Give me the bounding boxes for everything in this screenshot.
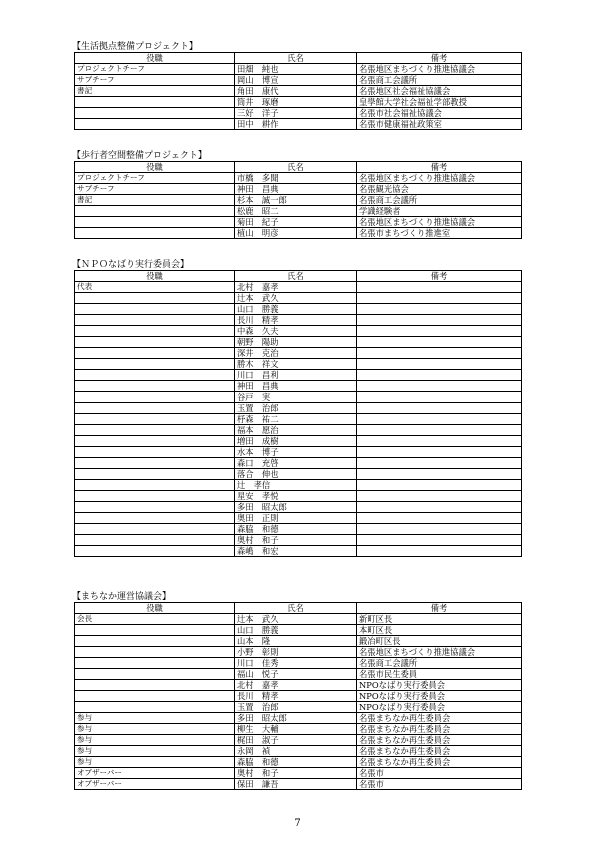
cell-name: 柳生 大輔 — [235, 724, 357, 735]
cell-name: 辻 孝信 — [235, 480, 357, 491]
cell-note: 皇學館大学社会福祉学部教授 — [357, 97, 522, 108]
table-row — [75, 447, 522, 458]
cell-role — [75, 535, 235, 546]
cell-note: 名張まちなか再生委員会 — [357, 757, 522, 768]
column-header-role: 役職 — [75, 53, 235, 64]
table-row — [75, 381, 522, 392]
cell-role — [75, 647, 235, 658]
cell-name: 森脇 和德 — [235, 524, 357, 535]
section-title: 【歩行者空間整備プロジェクト】 — [72, 151, 207, 161]
cell-name: 玉置 治郎 — [235, 403, 357, 414]
cell-role: 書記 — [75, 86, 235, 97]
table-row — [75, 282, 522, 293]
cell-role — [75, 546, 235, 557]
cell-role — [75, 304, 235, 315]
cell-note — [357, 326, 522, 337]
cell-name: 福本 愿治 — [235, 425, 357, 436]
cell-role: オブザーバー — [75, 768, 235, 779]
cell-note: 名張商工会議所 — [357, 658, 522, 669]
cell-note — [357, 293, 522, 304]
cell-role: 会長 — [75, 614, 235, 625]
cell-name: 奥村 和子 — [235, 768, 357, 779]
table-row — [75, 337, 522, 348]
cell-name: 多田 昭太郎 — [235, 713, 357, 724]
table-row — [75, 403, 522, 414]
cell-name: 松鹿 昭二 — [235, 206, 357, 217]
column-header-role: 役職 — [75, 271, 235, 282]
table-row — [75, 535, 522, 546]
table-header-row — [75, 603, 522, 614]
table-body — [75, 271, 522, 557]
cell-role: 参与 — [75, 724, 235, 735]
cell-name: 朝野 陽助 — [235, 337, 357, 348]
cell-note — [357, 425, 522, 436]
cell-note — [357, 535, 522, 546]
cell-role — [75, 348, 235, 359]
cell-role — [75, 669, 235, 680]
table-row — [75, 702, 522, 713]
cell-role — [75, 658, 235, 669]
cell-name: 森脇 和德 — [235, 757, 357, 768]
cell-name: 梶田 淑子 — [235, 735, 357, 746]
cell-role: サブチーフ — [75, 184, 235, 195]
cell-note: 名張地区まちづくり推進協議会 — [357, 217, 522, 228]
cell-role: 参与 — [75, 757, 235, 768]
cell-note — [357, 348, 522, 359]
table-row — [75, 625, 522, 636]
cell-name: 筒井 琢磨 — [235, 97, 357, 108]
cell-role: サブチーフ — [75, 75, 235, 86]
cell-note — [357, 436, 522, 447]
cell-name: 川口 佳秀 — [235, 658, 357, 669]
table-row — [75, 669, 522, 680]
table-body — [75, 603, 522, 790]
table-row — [75, 469, 522, 480]
cell-note: NPOなばり実行委員会 — [357, 680, 522, 691]
column-header-name: 氏名 — [235, 53, 357, 64]
roster-table — [74, 161, 522, 239]
cell-role — [75, 337, 235, 348]
cell-role — [75, 228, 235, 239]
table-row — [75, 119, 522, 130]
cell-name: 落合 伸也 — [235, 469, 357, 480]
cell-role — [75, 436, 235, 447]
cell-note: 名張地区まちづくり推進協議会 — [357, 647, 522, 658]
table-row — [75, 491, 522, 502]
cell-role — [75, 636, 235, 647]
table-row — [75, 75, 522, 86]
column-header-name: 氏名 — [235, 271, 357, 282]
cell-note: 名張地区まちづくり推進協議会 — [357, 173, 522, 184]
cell-note — [357, 502, 522, 513]
cell-role — [75, 625, 235, 636]
cell-note — [357, 381, 522, 392]
cell-name: 保田 謙吾 — [235, 779, 357, 790]
table-row — [75, 746, 522, 757]
cell-role — [75, 381, 235, 392]
cell-name: 深井 克治 — [235, 348, 357, 359]
table-row — [75, 713, 522, 724]
cell-role — [75, 480, 235, 491]
cell-name: 勝木 祥文 — [235, 359, 357, 370]
cell-note: 名張市 — [357, 768, 522, 779]
cell-name: 辻本 武久 — [235, 293, 357, 304]
cell-name: 永岡 禎 — [235, 746, 357, 757]
cell-name: 岡山 博宣 — [235, 75, 357, 86]
cell-note — [357, 546, 522, 557]
cell-note: 名張観光協会 — [357, 184, 522, 195]
cell-role: 代表 — [75, 282, 235, 293]
table-row — [75, 184, 522, 195]
cell-note: 名張地区社会福祉協議会 — [357, 86, 522, 97]
cell-note — [357, 491, 522, 502]
column-header-note: 備考 — [357, 271, 522, 282]
cell-note: NPOなばり実行委員会 — [357, 691, 522, 702]
column-header-name: 氏名 — [235, 162, 357, 173]
cell-name: 水本 博子 — [235, 447, 357, 458]
cell-role — [75, 97, 235, 108]
cell-name: 神田 昌典 — [235, 184, 357, 195]
cell-note: 名張市健康福祉政策室 — [357, 119, 522, 130]
cell-name: 長川 精孝 — [235, 315, 357, 326]
cell-name: 山本 隆 — [235, 636, 357, 647]
table-header-row — [75, 271, 522, 282]
table-row — [75, 658, 522, 669]
cell-name: 田畑 純也 — [235, 64, 357, 75]
table-row — [75, 502, 522, 513]
table-header-row — [75, 53, 522, 64]
cell-note: NPOなばり実行委員会 — [357, 702, 522, 713]
table-row — [75, 304, 522, 315]
cell-role: 参与 — [75, 735, 235, 746]
cell-name: 植山 明彦 — [235, 228, 357, 239]
cell-role — [75, 315, 235, 326]
page-number: 7 — [294, 818, 301, 829]
cell-name: 辻本 武久 — [235, 614, 357, 625]
cell-name: 星安 孝悦 — [235, 491, 357, 502]
cell-role — [75, 414, 235, 425]
cell-role — [75, 502, 235, 513]
cell-name: 山口 勝義 — [235, 625, 357, 636]
table-row — [75, 735, 522, 746]
cell-note: 名張市 — [357, 779, 522, 790]
cell-note: 名張まちなか再生委員会 — [357, 746, 522, 757]
cell-note: 新町区長 — [357, 614, 522, 625]
table-row — [75, 480, 522, 491]
cell-name: 角田 康代 — [235, 86, 357, 97]
cell-role — [75, 108, 235, 119]
cell-role — [75, 691, 235, 702]
cell-note — [357, 524, 522, 535]
table-row — [75, 768, 522, 779]
cell-role — [75, 680, 235, 691]
cell-role — [75, 119, 235, 130]
cell-note — [357, 480, 522, 491]
table-row — [75, 108, 522, 119]
cell-note: 名張市社会福祉協議会 — [357, 108, 522, 119]
cell-name: 森口 充啓 — [235, 458, 357, 469]
table-row — [75, 458, 522, 469]
cell-name: 多田 昭太郎 — [235, 502, 357, 513]
cell-role — [75, 702, 235, 713]
cell-role — [75, 458, 235, 469]
section-title: 【まちなか運営協議会】 — [72, 592, 172, 602]
column-header-note: 備考 — [357, 162, 522, 173]
table-row — [75, 546, 522, 557]
cell-role — [75, 359, 235, 370]
cell-note — [357, 469, 522, 480]
cell-role — [75, 293, 235, 304]
cell-name: 市橋 多聞 — [235, 173, 357, 184]
table-row — [75, 326, 522, 337]
cell-role: プロジェクトチーフ — [75, 173, 235, 184]
cell-note — [357, 392, 522, 403]
cell-name: 三好 洋子 — [235, 108, 357, 119]
cell-note — [357, 315, 522, 326]
cell-note: 名張まちなか再生委員会 — [357, 724, 522, 735]
cell-name: 山口 勝義 — [235, 304, 357, 315]
table-row — [75, 425, 522, 436]
cell-name: 長川 精孝 — [235, 691, 357, 702]
table-row — [75, 173, 522, 184]
table-row — [75, 524, 522, 535]
cell-note: 名張商工会議所 — [357, 75, 522, 86]
cell-role — [75, 425, 235, 436]
cell-name: 奥田 正則 — [235, 513, 357, 524]
cell-role — [75, 403, 235, 414]
table-row — [75, 691, 522, 702]
cell-note: 名張まちなか再生委員会 — [357, 735, 522, 746]
cell-note: 本町区長 — [357, 625, 522, 636]
cell-role — [75, 217, 235, 228]
cell-role — [75, 326, 235, 337]
column-header-role: 役職 — [75, 162, 235, 173]
cell-role: 参与 — [75, 746, 235, 757]
cell-note — [357, 359, 522, 370]
column-header-note: 備考 — [357, 53, 522, 64]
table-row — [75, 348, 522, 359]
cell-name: 菊田 紀子 — [235, 217, 357, 228]
table-body — [75, 162, 522, 239]
section-title: 【生活拠点整備プロジェクト】 — [72, 42, 198, 52]
roster-table — [74, 602, 522, 790]
table-row — [75, 86, 522, 97]
cell-note — [357, 458, 522, 469]
cell-note — [357, 447, 522, 458]
cell-name: 奥村 和子 — [235, 535, 357, 546]
table-row — [75, 757, 522, 768]
column-header-note: 備考 — [357, 603, 522, 614]
cell-note — [357, 403, 522, 414]
table-row — [75, 779, 522, 790]
section-title: 【ＮＰＯなばり実行委員会】 — [72, 260, 190, 270]
table-row — [75, 392, 522, 403]
cell-note — [357, 370, 522, 381]
table-row — [75, 614, 522, 625]
cell-name: 中森 久夫 — [235, 326, 357, 337]
table-row — [75, 228, 522, 239]
column-header-name: 氏名 — [235, 603, 357, 614]
table-row — [75, 680, 522, 691]
cell-name: 北村 嘉孝 — [235, 282, 357, 293]
cell-name: 増田 成樹 — [235, 436, 357, 447]
cell-note: 名張市まちづくり推進室 — [357, 228, 522, 239]
cell-note: 学識経験者 — [357, 206, 522, 217]
cell-role: オブザーバー — [75, 779, 235, 790]
table-row — [75, 217, 522, 228]
cell-role — [75, 469, 235, 480]
cell-name: 神田 昌典 — [235, 381, 357, 392]
cell-name: 谷戸 実 — [235, 392, 357, 403]
cell-role: 参与 — [75, 713, 235, 724]
table-row — [75, 724, 522, 735]
table-row — [75, 370, 522, 381]
cell-role — [75, 513, 235, 524]
cell-note — [357, 414, 522, 425]
table-row — [75, 315, 522, 326]
cell-name: 森嶋 和宏 — [235, 546, 357, 557]
cell-note — [357, 304, 522, 315]
table-body — [75, 53, 522, 130]
cell-name: 玉置 治郎 — [235, 702, 357, 713]
cell-role — [75, 206, 235, 217]
table-row — [75, 359, 522, 370]
table-row — [75, 647, 522, 658]
table-row — [75, 97, 522, 108]
cell-note: 名張まちなか再生委員会 — [357, 713, 522, 724]
cell-name: 川口 昌利 — [235, 370, 357, 381]
cell-role — [75, 370, 235, 381]
roster-table — [74, 270, 522, 557]
cell-name: 杼森 祐二 — [235, 414, 357, 425]
table-row — [75, 414, 522, 425]
cell-role: 書記 — [75, 195, 235, 206]
table-header-row — [75, 162, 522, 173]
cell-role — [75, 524, 235, 535]
cell-name: 小野 彰則 — [235, 647, 357, 658]
cell-name: 田中 耕作 — [235, 119, 357, 130]
cell-role — [75, 447, 235, 458]
cell-role — [75, 392, 235, 403]
cell-note: 名張市民生委員 — [357, 669, 522, 680]
table-row — [75, 513, 522, 524]
cell-note: 名張商工会議所 — [357, 195, 522, 206]
cell-note — [357, 282, 522, 293]
cell-note — [357, 337, 522, 348]
cell-name: 北村 嘉孝 — [235, 680, 357, 691]
table-row — [75, 636, 522, 647]
cell-role — [75, 491, 235, 502]
roster-table — [74, 52, 522, 130]
table-row — [75, 206, 522, 217]
cell-name: 福山 悦子 — [235, 669, 357, 680]
table-row — [75, 195, 522, 206]
column-header-role: 役職 — [75, 603, 235, 614]
cell-note — [357, 513, 522, 524]
cell-note: 鍛冶町区長 — [357, 636, 522, 647]
cell-role: プロジェクトチーフ — [75, 64, 235, 75]
cell-note: 名張地区まちづくり推進協議会 — [357, 64, 522, 75]
table-row — [75, 293, 522, 304]
cell-name: 杉本 誠一郎 — [235, 195, 357, 206]
table-row — [75, 436, 522, 447]
table-row — [75, 64, 522, 75]
